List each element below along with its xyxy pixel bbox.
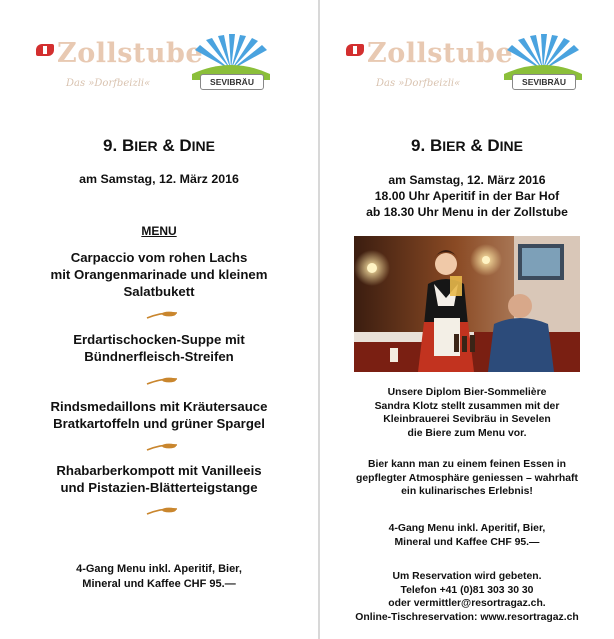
- header-logos: [36, 34, 276, 96]
- sevibraeu-label: SEVIBRÄU: [200, 74, 264, 90]
- aperitif-time: 18.00 Uhr Aperitif in der Bar Hof: [374, 189, 560, 203]
- wheat-divider-icon: [145, 442, 179, 452]
- title-ampersand: &: [162, 136, 175, 155]
- sevibraeu-logo: [498, 34, 588, 92]
- price-info: [320, 522, 614, 549]
- price-line-1: 4-Gang Menu inkl. Aperitif, Bier,: [76, 563, 242, 575]
- experience-paragraph: [320, 458, 614, 499]
- email-address: oder vermittler@resortragaz.ch.: [388, 598, 546, 610]
- event-title: [320, 136, 614, 156]
- title-d-rest: INE: [499, 138, 523, 154]
- para-1-line-2: Sandra Klotz stellt zusammen mit der: [374, 400, 560, 412]
- wheat-divider-icon: [145, 506, 179, 516]
- title-number: 9.: [103, 136, 118, 155]
- phone-number: Telefon +41 (0)81 303 30 30: [400, 584, 534, 596]
- title-ampersand: &: [470, 136, 483, 155]
- price-line-2: Mineral und Kaffee CHF 95.—: [394, 536, 540, 548]
- brand-name: Zollstube: [367, 38, 514, 69]
- sevibraeu-logo: [186, 34, 276, 92]
- dish-2: [0, 331, 318, 365]
- title-d-rest: INE: [191, 138, 215, 154]
- zollstube-logo: [36, 38, 203, 69]
- brand-tagline: Das »Dorfbeizli«: [66, 78, 151, 89]
- dish-4-line-2: und Pistazien-Blätterteigstange: [60, 480, 258, 495]
- event-title: [0, 136, 318, 156]
- sevibraeu-label: SEVIBRÄU: [512, 74, 576, 90]
- dish-2-line-2: Bündnerfleisch-Streifen: [84, 349, 234, 364]
- header-logos: [346, 34, 596, 96]
- price-line-1: 4-Gang Menu inkl. Aperitif, Bier,: [388, 523, 546, 534]
- dish-4-line-1: Rhabarberkompott mit Vanilleeis: [56, 463, 262, 478]
- dish-3-line-1: Rindsmedaillons mit Kräutersauce: [50, 399, 268, 414]
- swiss-flag-icon: [346, 44, 364, 56]
- para-2-line-2: gepflegter Atmosphäre geniessen – wahrhaft: [356, 472, 578, 484]
- dish-3-line-2: Bratkartoffeln und grüner Spargel: [53, 416, 265, 431]
- reservation-note: Um Reservation wird gebeten.: [392, 571, 542, 582]
- title-b-initial: B: [429, 136, 443, 155]
- dish-1: [0, 249, 318, 300]
- para-2-line-1: Bier kann man zu einem feinen Essen in: [367, 459, 567, 470]
- dish-3: [0, 398, 318, 432]
- title-b-rest: IER: [442, 138, 466, 154]
- para-1-line-1: Unsere Diplom Bier-Sommelière: [387, 387, 547, 398]
- title-d-initial: D: [487, 136, 500, 155]
- zollstube-logo: [346, 38, 513, 69]
- title-b-initial: B: [121, 136, 135, 155]
- wheat-divider-icon: [145, 310, 179, 320]
- title-d-initial: D: [179, 136, 192, 155]
- restaurant-scene-image: [354, 236, 580, 372]
- para-1-line-4: die Biere zum Menu vor.: [407, 427, 527, 439]
- menu-time: ab 18.30 Uhr Menu in der Zollstube: [366, 205, 568, 219]
- sommeliere-paragraph: [320, 386, 614, 440]
- flyer-right-panel: [320, 0, 614, 639]
- menu-heading: MENU: [141, 224, 177, 238]
- title-b-rest: IER: [134, 138, 158, 154]
- dish-1-line-2: mit Orangenmarinade und kleinem: [50, 267, 268, 282]
- para-1-line-3: Kleinbrauerei Sevibräu in Sevelen: [383, 414, 551, 426]
- brand-name: Zollstube: [57, 38, 204, 69]
- wheat-divider-icon: [145, 376, 179, 386]
- dish-4: [0, 462, 318, 496]
- event-schedule: [320, 172, 614, 220]
- dish-2-line-1: Erdartischocken-Suppe mit: [73, 332, 245, 347]
- swiss-flag-icon: [36, 44, 54, 56]
- event-date: am Samstag, 12. März 2016: [79, 172, 239, 186]
- price-line-2: Mineral und Kaffee CHF 95.—: [82, 577, 236, 590]
- para-2-line-3: ein kulinarisches Erlebnis!: [401, 486, 533, 498]
- price-info: [0, 562, 318, 591]
- online-reservation-link: Online-Tischreservation: www.resortragaz.ch: [355, 611, 579, 623]
- brand-tagline: Das »Dorfbeizli«: [376, 78, 461, 89]
- dish-1-line-1: Carpaccio vom rohen Lachs: [70, 250, 248, 265]
- sommeliere-photo: [354, 236, 580, 372]
- reservation-info: [320, 570, 614, 624]
- dish-1-line-3: Salatbukett: [123, 284, 195, 299]
- title-number: 9.: [411, 136, 426, 155]
- event-date: am Samstag, 12. März 2016: [388, 173, 546, 187]
